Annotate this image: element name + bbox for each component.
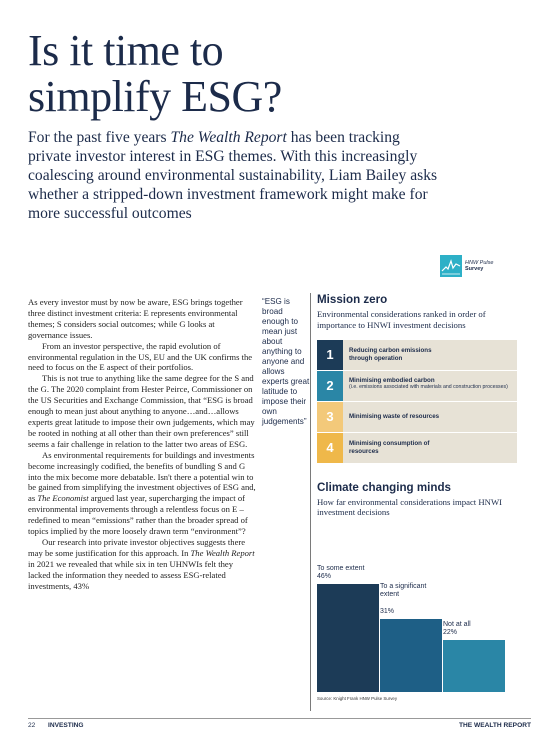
rank-number: 2 [317,371,343,401]
bar [317,584,379,692]
title-line-1: Is it time to [28,26,224,75]
rank-label: Minimising embodied carbon (i.e. emissions associated with materials and construction processes) [343,371,517,401]
bar-value-label: 22% [443,629,458,637]
intro-text-1: For the past five years [28,129,171,146]
rank-item [317,402,517,432]
intro-text-2: has been tracking private investor interest in ESG themes. With this increasingly coalescing around environmental sustainability, Liam Bailey asks whether a stripped-down investment framework might make for more successful outcomes [28,129,438,222]
pulse-label [465,260,493,273]
rank-label: Reducing carbon emissions through operation [343,340,517,370]
bar-category-label: To some extent [317,564,365,572]
bar-value-label: 31% [380,608,395,616]
section-name: INVESTING [48,722,84,729]
pulse-chart-icon [440,255,462,277]
body-paragraph: As environmental requirements for buildings and investments become increasingly codified, the benefits of bundling S and G into the mix become more debatable. Isn't there a potential win to be gained from simplifying the investment objectives of ESG and, as The Economist argued last year, supercharging the impact of environmental improvements through a relentless focus on E – redefined to mean “emissions” rather than the broader spread of topics implied by the more loosely drawn term “environment”? [28,449,256,537]
rank-item [317,371,517,401]
footer-rule [28,718,531,719]
hnw-pulse-survey-logo [440,253,520,279]
mission-subtitle: Environmental considerations ranked in order of importance to HNWI investment decisions [317,309,486,330]
body-paragraph: Our research into private investor objectives suggests there may be some justification for this approach. In The Wealth Report in 2021 we revealed that while six in ten UHNWIs felt they lacked the information they needed to assess ESG-related investments, 43% [28,536,255,591]
climate-heading: Climate changing minds [317,480,451,494]
pulse-label-line-1: HNW Pulse [465,259,494,266]
title-line-2: simplify ESG? [28,72,282,121]
rank-label: Minimising consumption of resources [343,433,517,463]
sidebar-panel [310,293,522,711]
rank-note: (i.e. emissions associated with materials and construction processes) [349,384,508,391]
rank-item [317,433,517,463]
climate-subtitle: How far environmental considerations impact HNWI investment decisions [317,496,503,518]
rank-number: 1 [317,340,343,370]
chart-source: Source: Knight Frank HNW Pulse Survey [317,696,398,701]
bar-category-label: To a significant extent [380,582,427,599]
rank-number: 3 [317,402,343,432]
rank-number: 4 [317,433,343,463]
page-title [28,28,528,120]
body-paragraph: As every investor must by now be aware, ESG brings together three distinct investment criteria: E represents environmental themes; S considers social outcomes; while G looks at governance issues. [28,297,243,340]
bar-chart [317,532,517,692]
mission-heading: Mission zero [317,293,388,306]
body-paragraph: This is not true to anything like the same degree for the S and the G. The 2020 complaint from Hester Peirce, Commissioner on the US Securities and Exchange Commission, that “ESG is broad enough to mean just about anything to anyone…and…allows experts great latitude to impose their own judgements, which may be rooted in nothing at all other than their own preferences” still seems a fair challenge in relation to the latter two areas of ESG. [28,373,255,449]
rank-label: Minimising waste of resources [343,402,517,432]
ranking-list [317,340,517,463]
page-number: 22 [28,722,36,729]
publication-name: THE WEALTH REPORT [458,722,531,729]
bar-category-label: Not at all [443,620,471,628]
pull-quote: “ESG is broad enough to mean just about anything to anyone and allows experts great latitude to impose their own judgements” [262,297,310,426]
rank-item [317,340,517,370]
page-footer [28,722,531,729]
intro-paragraph [28,128,438,223]
intro-italic-title: The Wealth Report [170,129,287,146]
climate-chart [317,481,522,693]
body-paragraph: From an investor perspective, the rapid evolution of environmental regulation in the US, EU and the UK confirms the need to focus on the E aspect of their portfolios. [28,340,253,373]
bar [443,640,505,692]
pulse-label-line-2: Survey [465,266,484,272]
article-body [28,297,256,591]
bar [380,619,442,692]
bar-value-label: 46% [317,573,332,581]
